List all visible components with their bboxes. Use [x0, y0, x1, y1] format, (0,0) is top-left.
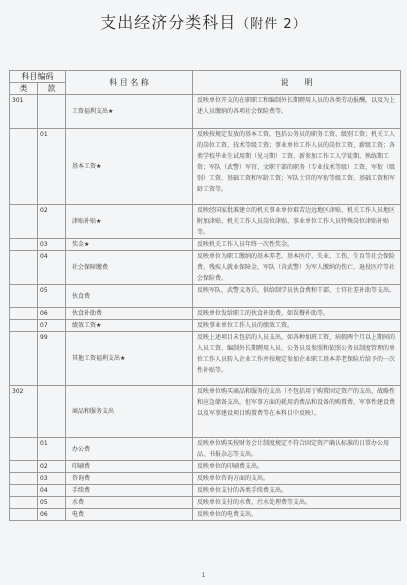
row-cat-code — [10, 308, 38, 320]
row-cat-code — [10, 285, 38, 308]
table-row — [10, 239, 401, 251]
row-name: 电费 — [66, 509, 193, 521]
row-item-code: 03 — [38, 239, 66, 251]
table-row — [10, 509, 401, 521]
subtitle-text: （附件 2） — [236, 17, 307, 32]
row-item-code: 01 — [38, 438, 66, 461]
title-text: 支出经济分类科目 — [100, 13, 237, 32]
row-item-code: 04 — [38, 251, 66, 285]
row-name: 伙食费 — [66, 285, 193, 308]
row-cat-code — [10, 473, 38, 485]
row-item-code: 01 — [38, 129, 66, 205]
table-row — [10, 129, 401, 205]
row-cat-code — [10, 438, 38, 461]
row-cat-code — [10, 205, 38, 239]
row-item-code: 04 — [38, 485, 66, 497]
table-row — [10, 308, 401, 320]
row-item-code: 06 — [38, 308, 66, 320]
row-item-code: 03 — [38, 473, 66, 485]
row-desc: 反映单位支付的水费、污水处理费等支出。 — [193, 497, 401, 509]
row-desc: 反映单位开支的在职职工和编制外长期聘用人员的各类劳动报酬，以及为上述人员缴纳的各项社会保险费等。 — [193, 95, 401, 129]
row-name: 奖金★ — [66, 239, 193, 251]
row-item-code: 06 — [38, 509, 66, 521]
row-name: 其他工资福利支出★ — [66, 332, 193, 386]
row-name: 办公费 — [66, 438, 193, 461]
table-row — [10, 473, 401, 485]
header-name: 科 目 名 称 — [66, 71, 193, 95]
row-desc: 反映军队、武警义务兵、供给制学员伙食费和干部、士官社差补助等支出。 — [193, 285, 401, 308]
row-item-code: 02 — [38, 461, 66, 473]
table-row — [10, 95, 401, 129]
row-cat-code — [10, 485, 38, 497]
row-name: 咨询费 — [66, 473, 193, 485]
row-desc: 反映经国家批准建立的机关事业单位艰苦边远地区津贴、机关工作人员地区附加津贴、机关工作人员岗位津贴、事业单位工作人员特殊岗位津贴补贴等。 — [193, 205, 401, 239]
table-row — [10, 320, 401, 332]
row-name: 工资福利支出★ — [66, 95, 193, 129]
row-cat-code — [10, 251, 38, 285]
row-desc: 反映机关工作人员年终一次性奖金。 — [193, 239, 401, 251]
row-cat-code — [10, 129, 38, 205]
row-name: 绩效工资★ — [66, 320, 193, 332]
row-cat-code: 301 — [10, 95, 38, 129]
row-name: 印刷费 — [66, 461, 193, 473]
row-name: 社会保障缴费 — [66, 251, 193, 285]
row-item-code: 07 — [38, 320, 66, 332]
row-desc: 反映按规定发放的基本工资，包括公务员的职务工资、级别工资；机关工人的岗位工资、技术等级工资；事业单位工作人员的岗位工资、薪级工资；各类学校毕业生试用期（见习期）工资、新参加工作工人学徒期、熟练期工资；军队（武警）军官、文职干部的职务（专业技术等级）工资、军衔（级别）工资、基础工资和军龄工资；军队士官的军衔等级工资、基础工资和军龄工资等。 — [193, 129, 401, 205]
table-row — [10, 205, 401, 239]
row-cat-code — [10, 497, 38, 509]
table-row — [10, 386, 401, 438]
table-body — [10, 95, 401, 521]
row-desc: 反映单位咨询方面的支出。 — [193, 473, 401, 485]
row-name: 基本工资★ — [66, 129, 193, 205]
row-desc: 反映单位的电费支出。 — [193, 509, 401, 521]
row-cat-code — [10, 461, 38, 473]
row-name: 水费 — [66, 497, 193, 509]
row-desc: 反映单位购买商品和服务的支出（不包括用于购置固定资产的支出、战略性和应急储备支出，但军事方面的耗用消费品和设备的购置费、军事性建设费以及军事建设项目购置费等在本科目中反映）。 — [193, 386, 401, 438]
classification-table — [9, 70, 401, 521]
page-title — [0, 10, 407, 33]
row-desc: 反映单位为职工缴纳的基本养老、基本医疗、失业、工伤、生育等社会保险费，残疾人就业保障金，军队（含武警）为军人缴纳的伤亡、退役医疗等社会保险费。 — [193, 251, 401, 285]
row-item-code — [38, 95, 66, 129]
table-row — [10, 332, 401, 386]
table-row — [10, 285, 401, 308]
row-item-code — [38, 386, 66, 438]
row-item-code: 99 — [38, 332, 66, 386]
row-desc: 反映单位发给职工的伙食补助费，如误餐补助等。 — [193, 308, 401, 320]
table-row — [10, 497, 401, 509]
row-desc: 反映单位购买按财务会计制度规定不符合固定资产确认标准的日常办公用品、书报杂志等支出。 — [193, 438, 401, 461]
table-row — [10, 251, 401, 285]
row-desc: 反映单位的印刷费支出。 — [193, 461, 401, 473]
table-row — [10, 438, 401, 461]
row-cat-code — [10, 332, 38, 386]
row-name: 商品和服务支出 — [66, 386, 193, 438]
row-desc: 反映事业单位工作人员的绩效工资。 — [193, 320, 401, 332]
row-desc: 反映上述项目未包括的人员支出，如各种加班工资、病假两个月以上期间的人员工资、编制外长期聘用人员、公务员及参照和依照公务员制度管理的单位工作人员转入企业工作并按规定参加企业职工基本养老保险后给予的一次性补贴等。 — [193, 332, 401, 386]
table-row — [10, 461, 401, 473]
row-desc: 反映单位支付的各类手续费支出。 — [193, 485, 401, 497]
row-item-code: 02 — [38, 205, 66, 239]
row-item-code: 05 — [38, 285, 66, 308]
header-desc: 说 明 — [193, 71, 401, 95]
row-cat-code: 302 — [10, 386, 38, 438]
row-cat-code — [10, 320, 38, 332]
header-cat: 类 — [10, 83, 38, 95]
row-name: 手续费 — [66, 485, 193, 497]
page-number: 1 — [201, 572, 206, 579]
row-cat-code — [10, 239, 38, 251]
row-item-code: 05 — [38, 497, 66, 509]
row-cat-code — [10, 509, 38, 521]
row-name: 伙食补助费 — [66, 308, 193, 320]
row-name: 津贴补贴★ — [66, 205, 193, 239]
table-row — [10, 485, 401, 497]
header-item: 款 — [38, 83, 66, 95]
header-code-group: 科目编码 — [10, 71, 66, 83]
